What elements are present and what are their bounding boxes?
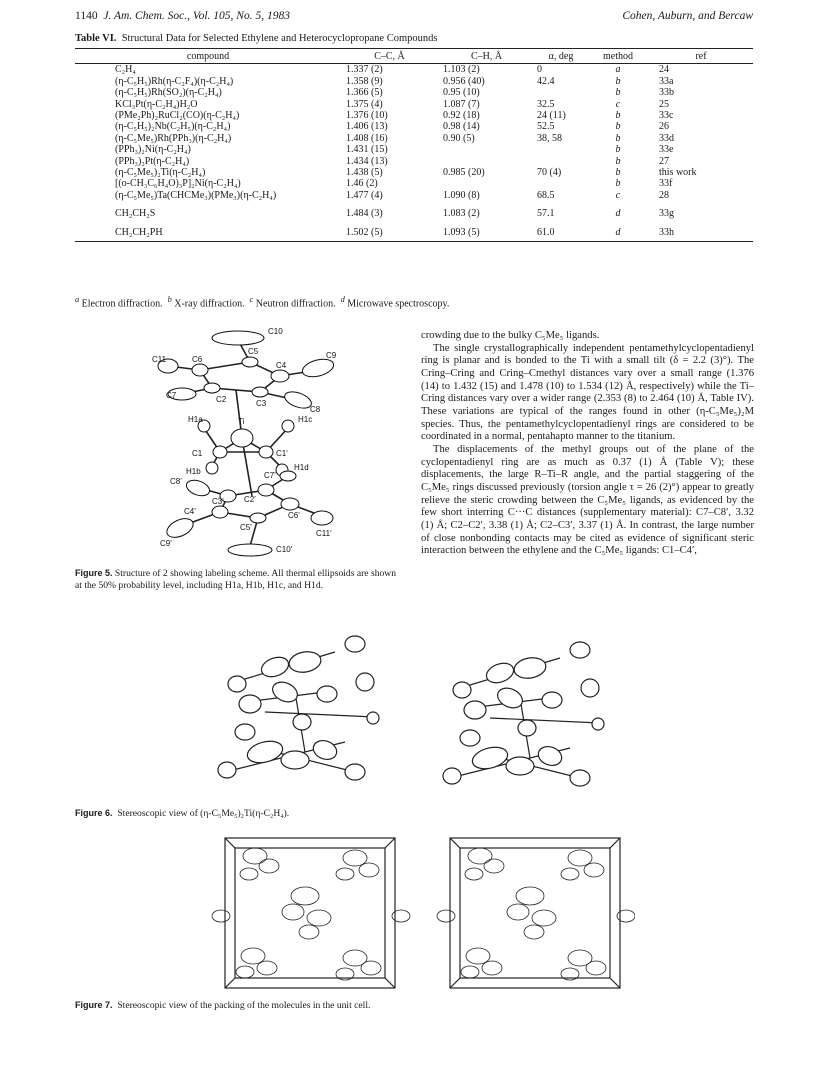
table-cell: 33d bbox=[659, 132, 674, 144]
svg-text:C6': C6' bbox=[288, 511, 300, 520]
figure5-ortep-drawing bbox=[140, 318, 360, 570]
figure6-stereo-view bbox=[205, 622, 635, 792]
table-cell: 1.093 (5) bbox=[438, 220, 535, 242]
table-cell: 0 bbox=[537, 64, 542, 76]
table-row bbox=[75, 190, 753, 201]
table-cell bbox=[535, 87, 587, 98]
table-cell: 33c bbox=[659, 110, 674, 122]
table-row bbox=[75, 133, 753, 144]
svg-text:C4: C4 bbox=[276, 361, 287, 370]
table-cell: 1.366 (5) bbox=[346, 87, 383, 99]
table-row bbox=[75, 64, 753, 76]
svg-text:C5': C5' bbox=[240, 523, 252, 532]
svg-text:C2': C2' bbox=[244, 495, 256, 504]
figure7-label: Figure 7. bbox=[75, 1000, 113, 1010]
table-row bbox=[75, 87, 753, 98]
table-cell bbox=[438, 178, 535, 189]
table-cell: 70 (4) bbox=[537, 167, 562, 179]
column-header: ref bbox=[649, 49, 753, 64]
table-cell: (η-C₅H₅)Rh(SO₂)(η-C₂H₄) bbox=[115, 87, 222, 99]
table-cell: 33b bbox=[659, 87, 674, 99]
figure5-caption bbox=[75, 568, 405, 591]
table-cell: b bbox=[615, 75, 621, 87]
table-cell: (η-C₅H₅)Rh(η-C₂F₄)(η-C₂H₄) bbox=[115, 75, 234, 87]
page-number: 1140 bbox=[75, 10, 98, 22]
svg-text:C10': C10' bbox=[276, 545, 293, 554]
header-left bbox=[75, 10, 290, 22]
table-cell: 1.087 (7) bbox=[443, 98, 480, 110]
table-cell: 1.337 (2) bbox=[346, 64, 383, 76]
table-cell: CH₂CH₂PH bbox=[75, 220, 341, 242]
svg-text:C4': C4' bbox=[184, 507, 196, 516]
table-cell: 1.103 (2) bbox=[443, 64, 480, 76]
column-header: method bbox=[587, 49, 649, 64]
figure5-caption-text: Structure of 2 showing labeling scheme. All thermal ellipsoids are shown at the 50% probability level, including H1a, H1b, H1c, and H1d. bbox=[75, 568, 397, 591]
table-cell: 1.477 (4) bbox=[346, 189, 383, 201]
table-cell: c bbox=[615, 98, 621, 110]
svg-text:C7: C7 bbox=[166, 391, 177, 400]
running-header bbox=[75, 10, 753, 26]
svg-text:C1': C1' bbox=[276, 449, 288, 458]
table-cell: 1.090 (8) bbox=[443, 189, 480, 201]
table-cell: 61.0 bbox=[535, 220, 587, 242]
svg-text:Ti: Ti bbox=[238, 417, 245, 426]
table-cell: 1.083 (2) bbox=[443, 208, 480, 220]
svg-text:C7': C7' bbox=[264, 471, 276, 480]
table-cell: b bbox=[615, 178, 621, 190]
svg-text:H1a: H1a bbox=[188, 415, 203, 424]
table-cell: 1.408 (16) bbox=[346, 132, 388, 144]
table-cell: 24 bbox=[659, 64, 669, 76]
svg-text:C5: C5 bbox=[248, 347, 259, 356]
table-caption bbox=[75, 33, 437, 44]
body-paragraph: The single crystallographically independent pentamethylcyclopentadienyl ring is planar and is bonded to the Ti with a small tilt (δ = 2.2 (3)°). The Cring–Cring and Cring–Cmethyl distances vary over a small range (1.376 (14) to 1.432 (15) and 1.478 (10) to 1.534 (12) Å, respectively) while the Ti–Cring distances vary over a wider range (2.353 (8) to 2.464 (10) Å, Table IV). These variations are typical of the ranges found in other (η-C₅Me₅)₂M species. Thus, the pentamethylcyclopentadienyl rings are considered to be coordinated in a normal, pentahapto manner to the titanium. bbox=[421, 342, 754, 443]
figure6-label: Figure 6. bbox=[75, 808, 113, 818]
column-header: α, deg bbox=[535, 49, 587, 64]
table-cell: 57.1 bbox=[537, 208, 555, 220]
table-cell: this work bbox=[659, 167, 697, 179]
table-cell: 1.375 (4) bbox=[346, 98, 383, 110]
table-cell: b bbox=[615, 87, 621, 99]
table-cell: 52.5 bbox=[537, 121, 555, 133]
table-cell: (η-C₅H₅)₂Nb(C₂H₅)(η-C₂H₄) bbox=[115, 121, 231, 133]
table-cell: 28 bbox=[659, 189, 669, 201]
table-cell: 33a bbox=[659, 75, 674, 87]
table-cell: 33g bbox=[659, 208, 674, 220]
authors: Cohen, Auburn, and Bercaw bbox=[622, 10, 753, 22]
svg-text:C3': C3' bbox=[212, 497, 224, 506]
table-cell: (η-C₅Me₅)Ta(CHCMe₃)(PMe₃)(η-C₂H₄) bbox=[115, 189, 277, 201]
table-cell: 1.502 (5) bbox=[341, 220, 438, 242]
table-row bbox=[75, 144, 753, 155]
table-cell: KCl₃Pt(η-C₂H₄)H₂O bbox=[115, 98, 198, 110]
table-cell: 1.406 (13) bbox=[346, 121, 388, 133]
table-row bbox=[75, 201, 753, 219]
table-cell: 26 bbox=[659, 121, 669, 133]
table-row bbox=[75, 121, 753, 132]
table-cell: c bbox=[615, 189, 621, 201]
table-cell: 0.95 (10) bbox=[443, 87, 480, 99]
figure6-caption-text: Stereoscopic view of (η-C₅Me₅)₂Ti(η-C₂H₄). bbox=[117, 808, 290, 819]
svg-text:C6: C6 bbox=[192, 355, 203, 364]
table-cell: b bbox=[615, 121, 621, 133]
table-row bbox=[75, 178, 753, 189]
table-cell: 33h bbox=[649, 220, 753, 242]
svg-text:C10: C10 bbox=[268, 327, 283, 336]
table-cell: 68.5 bbox=[537, 189, 555, 201]
figure6-caption bbox=[75, 808, 289, 819]
svg-text:C8': C8' bbox=[170, 477, 182, 486]
table-cell: 33f bbox=[659, 178, 673, 190]
table-cell: b bbox=[615, 132, 621, 144]
table-cell: 33e bbox=[659, 144, 674, 156]
table-cell: d bbox=[587, 220, 649, 242]
table-cell: 1.431 (15) bbox=[346, 144, 388, 156]
table-cell: 27 bbox=[659, 155, 669, 167]
body-text bbox=[421, 330, 754, 558]
table-cell: 32.5 bbox=[537, 98, 555, 110]
table-cell: (η-C₅Me₅)Rh(PPh₃)(η-C₂H₄) bbox=[115, 132, 232, 144]
table-cell: (PPh₃)₂Pt(η-C₂H₄) bbox=[115, 155, 190, 167]
table-cell: 0.985 (20) bbox=[443, 167, 485, 179]
table-cell: b bbox=[615, 144, 621, 156]
table-cell: 1.438 (5) bbox=[346, 167, 383, 179]
table-row bbox=[75, 220, 753, 242]
svg-text:C11': C11' bbox=[316, 529, 332, 538]
table-body bbox=[75, 64, 753, 242]
figure7-caption bbox=[75, 1000, 370, 1011]
structural-data-table bbox=[75, 48, 753, 242]
table-cell bbox=[535, 144, 587, 155]
column-header: C–H, Å bbox=[438, 49, 535, 64]
table-title: Structural Data for Selected Ethylene and Heterocyclopropane Compounds bbox=[121, 33, 438, 44]
table-cell: (PMe₂Ph)₂RuCl₂(CO)(η-C₂H₄) bbox=[115, 110, 240, 122]
table-cell: 0.956 (40) bbox=[443, 75, 485, 87]
table-cell: a bbox=[615, 64, 621, 76]
table-cell: 0.98 (14) bbox=[443, 121, 480, 133]
table-cell: 1.358 (9) bbox=[346, 75, 383, 87]
body-paragraph: The displacements of the methyl groups out of the plane of the cyclopentadienyl ring are as much as 0.37 (1) Å (Table V); these displacements, the large R–Ti–R angle, and the partial staggering of the C₅Me₅ rings discussed previously (torsion angle τ = 26 (2)°) appear to greatly relieve the steric crowding between the C₅Me₅ ligands, as evidenced by the few short interring C···C distances (supplementary material): C7–C8′, 3.32 (1) Å; C2–C2′, 3.38 (1) Å; C2–C3′, 3.37 (1) Å. In contrast, the large number of close nonbonding contacts may be cited as evidence of significant steric interaction between the ethylene and the C₅Me₅ ligands: C1–C4′, bbox=[421, 443, 754, 557]
table-cell bbox=[535, 178, 587, 189]
table-cell: 1.376 (10) bbox=[346, 110, 388, 122]
table-cell: 0.92 (18) bbox=[443, 110, 480, 122]
table-cell: CH₂CH₂S bbox=[115, 208, 156, 220]
journal-citation: J. Am. Chem. Soc., Vol. 105, No. 5, 1983 bbox=[103, 10, 290, 22]
figure7-caption-text: Stereoscopic view of the packing of the molecules in the unit cell. bbox=[117, 1000, 371, 1011]
table-cell: 24 (11) bbox=[537, 110, 566, 122]
table-row bbox=[75, 110, 753, 121]
body-paragraph: crowding due to the bulky C₅Me₅ ligands. bbox=[421, 330, 600, 341]
table-cell: b bbox=[615, 167, 621, 179]
table-row bbox=[75, 99, 753, 110]
table-cell bbox=[438, 144, 535, 155]
table-cell: 0.90 (5) bbox=[443, 132, 475, 144]
svg-text:C11: C11 bbox=[152, 355, 167, 364]
table-row bbox=[75, 156, 753, 167]
table-cell: d bbox=[615, 208, 621, 220]
column-header: C–C, Å bbox=[341, 49, 438, 64]
table-footnote: $^a$ Electron diffraction. $^b$ X-ray diffraction. $^c$ Neutron diffraction. $^d$ Microwave spectroscopy. bbox=[75, 295, 450, 310]
table-cell: 25 bbox=[659, 98, 669, 110]
svg-text:C8: C8 bbox=[310, 405, 321, 414]
table-cell: b bbox=[615, 155, 621, 167]
column-header: compound bbox=[75, 49, 341, 64]
table-cell: 1.434 (13) bbox=[346, 155, 388, 167]
table-cell: 1.484 (3) bbox=[346, 208, 383, 220]
svg-text:H1b: H1b bbox=[186, 467, 201, 476]
table-row bbox=[75, 76, 753, 87]
table-cell: C₂H₄ bbox=[115, 64, 136, 76]
table-label: Table VI. bbox=[75, 33, 117, 44]
svg-text:C3: C3 bbox=[256, 399, 267, 408]
table-cell: (PPh₃)₂Ni(η-C₂H₄) bbox=[115, 144, 191, 156]
svg-text:H1c: H1c bbox=[298, 415, 313, 424]
figure5-label: Figure 5. bbox=[75, 568, 113, 578]
table-cell: b bbox=[615, 110, 621, 122]
table-cell bbox=[438, 156, 535, 167]
svg-text:H1d: H1d bbox=[294, 463, 309, 472]
table-cell bbox=[535, 156, 587, 167]
svg-text:C9': C9' bbox=[160, 539, 172, 548]
table-cell: [(o-CH₃C₆H₄O)₃P]₂Ni(η-C₂H₄) bbox=[115, 178, 241, 190]
table-header-row bbox=[75, 49, 753, 64]
table-cell: 42.4 bbox=[537, 75, 555, 87]
svg-text:C2: C2 bbox=[216, 395, 227, 404]
table-row bbox=[75, 167, 753, 178]
figure7-unit-cell-packing bbox=[205, 826, 635, 1011]
table-cell: 1.46 (2) bbox=[346, 178, 378, 190]
svg-text:C1: C1 bbox=[192, 449, 203, 458]
table-cell: (η-C₅Me₅)₂Ti(η-C₂H₄) bbox=[115, 167, 206, 179]
svg-text:C9: C9 bbox=[326, 351, 337, 360]
table-cell: 38, 58 bbox=[537, 132, 562, 144]
